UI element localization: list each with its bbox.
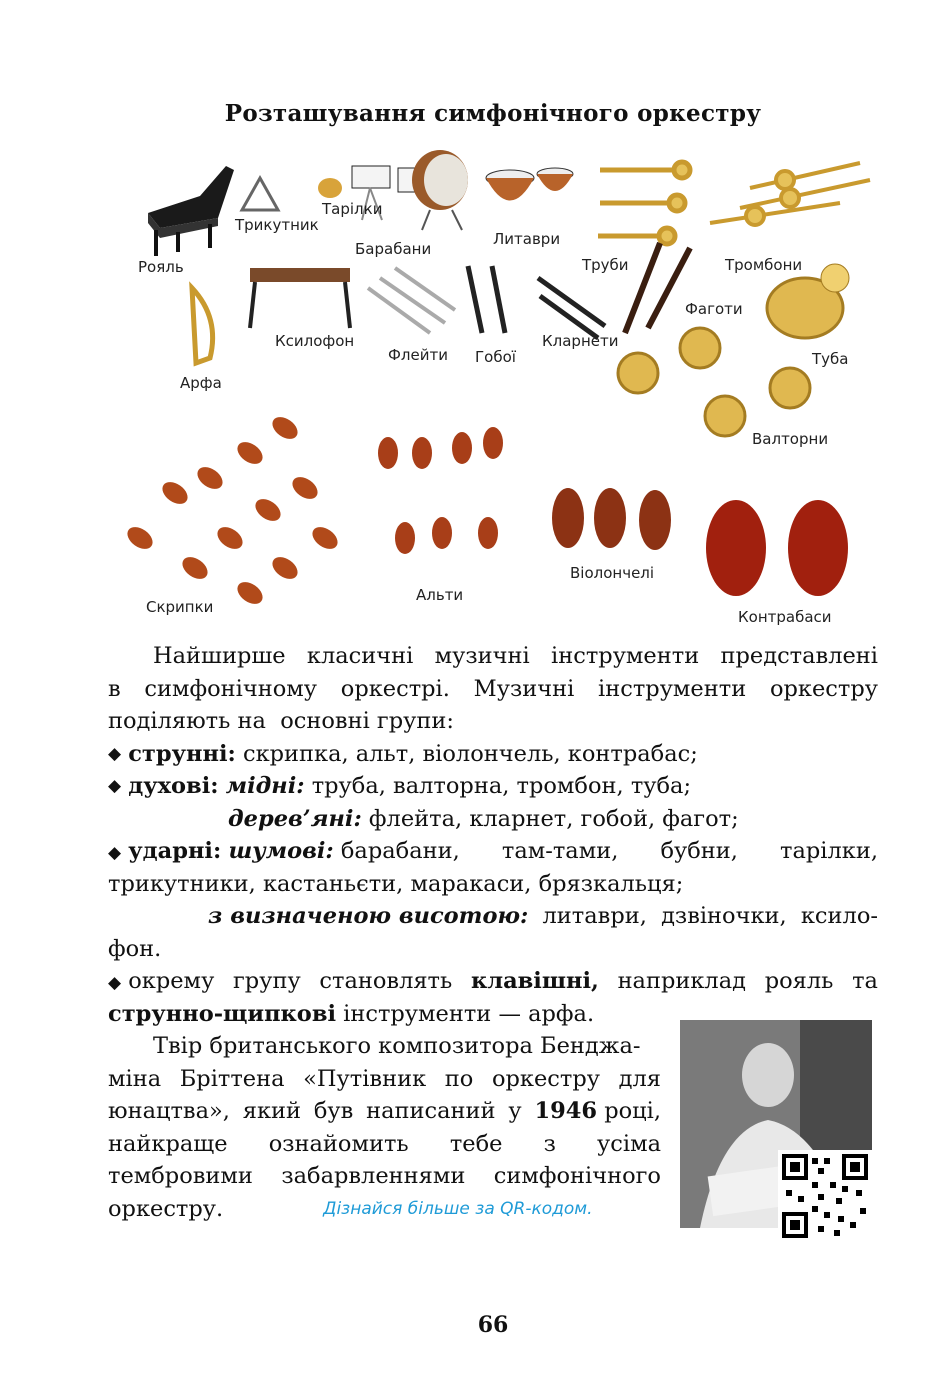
- label-fleity: Флейти: [388, 346, 448, 364]
- trombones-drawing: [710, 163, 870, 225]
- word: барабани,: [340, 838, 460, 864]
- bullet-icon: ◆: [108, 776, 122, 796]
- word: Музичні: [473, 675, 575, 702]
- label-klarnety: Кларнети: [542, 332, 619, 350]
- word: класичні: [306, 643, 414, 669]
- word: тебе: [449, 1130, 503, 1157]
- text-line: [108, 868, 878, 901]
- word: «Путівник: [303, 1065, 427, 1092]
- word: групу: [233, 968, 301, 994]
- text-line: [108, 1030, 661, 1063]
- word: інструменти: [598, 675, 747, 702]
- text-line: [108, 933, 878, 966]
- page-title: Розташування симфонічного оркестру: [224, 100, 762, 127]
- trumpets-drawing: [598, 162, 690, 244]
- qr-caption[interactable]: Дізнайся більше за QR-кодом.: [323, 1198, 593, 1219]
- group-text: флейта, кларнет, гобой, фагот;: [361, 805, 739, 832]
- label-trombony: Тромбони: [725, 256, 803, 274]
- xylophone-drawing: [250, 268, 350, 328]
- word: написаний: [366, 1098, 496, 1124]
- text-segment: Твір британського композитора Бенджа-: [153, 1033, 641, 1059]
- group-label: духові:: [128, 773, 219, 799]
- word: рояль: [764, 968, 834, 994]
- text-segment: фон.: [108, 935, 162, 962]
- derevyani-line: [108, 803, 878, 836]
- group-label: струнні:: [128, 740, 236, 767]
- bullet-icon: ◆: [108, 843, 122, 863]
- label-hoboi: Гобої: [475, 348, 516, 366]
- oboes-drawing: [468, 266, 505, 333]
- double-basses-drawing: [706, 500, 848, 596]
- year: 1946: [534, 1098, 598, 1124]
- text-line: [108, 705, 878, 738]
- text-line: [108, 1063, 661, 1096]
- group-label: ударні:: [128, 838, 222, 864]
- bass-drum-drawing: [412, 150, 468, 230]
- orchestra-figure: [100, 148, 880, 638]
- bullet-dukhovi: [108, 770, 878, 803]
- britten-paragraph: [108, 1030, 661, 1225]
- keyword: струнно-щипкові: [108, 1000, 336, 1027]
- word: усіма: [597, 1130, 661, 1157]
- word: який: [242, 1098, 301, 1124]
- label-alty: Альти: [416, 586, 464, 604]
- subgroup-label: дерев’яні:: [228, 805, 362, 832]
- triangle-drawing: [242, 178, 278, 210]
- word: у: [508, 1098, 522, 1124]
- orchestra-illustration: [100, 148, 880, 638]
- word: ознайомить: [268, 1130, 409, 1157]
- bullet-icon: ◆: [108, 743, 122, 764]
- word: становлять: [319, 968, 453, 994]
- cellos-drawing: [552, 488, 671, 550]
- text-line: [108, 1128, 661, 1161]
- label-fahoty: Фаготи: [685, 300, 743, 318]
- word: по: [444, 1065, 474, 1092]
- qr-code-drawing: [778, 1150, 872, 1242]
- harp-drawing: [192, 288, 213, 363]
- word: найкраще: [108, 1130, 228, 1157]
- label-kontrabasy: Контрабаси: [738, 608, 832, 626]
- text-line: [108, 640, 878, 673]
- subgroup-label: з визначеною висотою:: [208, 903, 529, 929]
- tuba-drawing: [767, 264, 849, 338]
- word: ксило-: [800, 903, 878, 929]
- word: році,: [604, 1098, 661, 1124]
- word: симфонічного: [493, 1163, 661, 1189]
- word: тембровими: [108, 1163, 253, 1189]
- word: представлені: [720, 643, 878, 669]
- word: там-тами,: [501, 838, 619, 864]
- word: юнацтва»,: [108, 1098, 230, 1124]
- timpani-drawing: [486, 168, 573, 201]
- text-segment: оркестру.: [108, 1195, 224, 1222]
- label-barabany: Барабани: [355, 240, 432, 258]
- group-text: труба, валторна, тромбон, туба;: [304, 773, 692, 799]
- page-number: 66: [477, 1312, 509, 1338]
- violas-drawing: [378, 427, 503, 554]
- text-line: [108, 1160, 661, 1193]
- word: в: [108, 675, 121, 702]
- word: оркестрі.: [340, 675, 450, 702]
- keyword: клавішні,: [470, 968, 599, 994]
- word: та: [852, 968, 878, 994]
- label-tarilky: Тарілки: [322, 200, 383, 218]
- label-tuba: Туба: [812, 350, 849, 368]
- bullet-okremu: [108, 965, 878, 998]
- label-royal: Рояль: [138, 258, 184, 276]
- word: тарілки,: [780, 838, 878, 864]
- word: Найширше: [153, 643, 286, 669]
- word: забарвленнями: [281, 1163, 466, 1189]
- main-text: [108, 640, 878, 1030]
- word: симфонічному: [144, 675, 318, 702]
- bassoons-drawing: [625, 243, 690, 333]
- subgroup-label: шумові:: [228, 838, 334, 864]
- text-line: [108, 1193, 661, 1226]
- violins-drawing: [123, 413, 341, 609]
- word: литаври,: [542, 903, 647, 929]
- bullet-icon: ◆: [108, 973, 122, 993]
- word: оркестру: [491, 1065, 601, 1092]
- text-segment: поділяють на основні групи:: [108, 708, 454, 734]
- group-text: скрипка, альт, віолончель, контрабас;: [235, 740, 698, 767]
- word: окрему: [128, 968, 215, 994]
- label-skrypky: Скрипки: [146, 598, 214, 616]
- text-line: [108, 900, 878, 933]
- cymbals-drawing: [318, 178, 342, 198]
- label-arfa: Арфа: [180, 374, 222, 392]
- word: з: [543, 1130, 556, 1157]
- word: Бріттена: [179, 1065, 285, 1092]
- label-truby: Труби: [582, 256, 629, 274]
- bullet-strunni: [108, 738, 878, 771]
- piano-drawing: [148, 166, 234, 256]
- word: для: [618, 1065, 661, 1092]
- qr-code[interactable]: [778, 1150, 872, 1242]
- word: інструменти: [551, 643, 700, 669]
- word: оркестру: [769, 675, 878, 702]
- label-violonceli: Віолончелі: [570, 564, 655, 582]
- label-trykutnyk: Трикутник: [235, 216, 319, 234]
- subgroup-label: мідні:: [225, 773, 305, 799]
- label-valtorny: Валторни: [752, 430, 829, 448]
- flutes-drawing: [368, 268, 455, 333]
- word: наприклад: [617, 968, 746, 994]
- label-lytavry: Литаври: [493, 230, 561, 248]
- text-line: [108, 673, 878, 706]
- text-line: [108, 1095, 661, 1128]
- word: дзвіночки,: [661, 903, 787, 929]
- bullet-udarni: [108, 835, 878, 868]
- label-ksylofon: Ксилофон: [275, 332, 355, 350]
- word: міна: [108, 1065, 162, 1092]
- clarinets-drawing: [538, 278, 605, 338]
- text-segment: трикутники, кастаньєти, маракаси, брязкальця;: [108, 870, 684, 897]
- word: музичні: [434, 643, 530, 669]
- horns-drawing: [618, 328, 810, 436]
- word: бубни,: [660, 838, 738, 864]
- word: був: [313, 1098, 354, 1124]
- text-segment: інструменти — арфа.: [336, 1000, 595, 1027]
